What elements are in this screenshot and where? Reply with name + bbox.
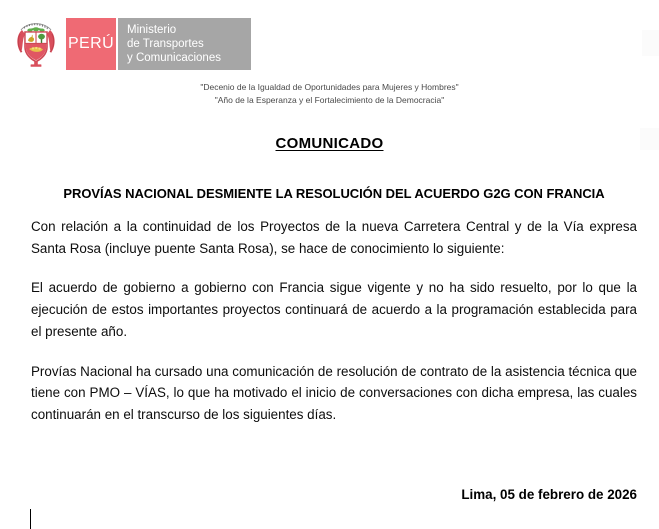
ministry-line-2: de Transportes: [127, 37, 204, 50]
peru-brand-block: [66, 18, 116, 70]
letterhead: [14, 18, 251, 70]
epigraph: [0, 81, 659, 107]
paragraph: Provías Nacional ha cursado una comunicación de resolución de contrato de la asistencia técnica que tiene con PMO – VÍAS, lo que ha motivado el inicio de conversaciones con dicha empresa, las cuales continuarán en el transcurso de los siguientes días.: [31, 363, 637, 422]
peru-label: PERÚ: [67, 35, 115, 52]
ministry-brand-block: [116, 18, 251, 70]
page-edge-artifact: [640, 128, 659, 150]
dateline: Lima, 05 de febrero de 2026: [461, 487, 637, 502]
page-edge-artifact: [642, 30, 659, 56]
ministry-line-1: Ministerio: [127, 23, 177, 36]
body-copy: [31, 216, 637, 426]
paragraph: El acuerdo de gobierno a gobierno con Francia sigue vigente y no ha sido resuelto, por lo que la ejecución de estos importantes proyectos continuará de acuerdo a la programación establecida para el presente año.: [31, 280, 637, 339]
paragraph: Con relación a la continuidad de los Proyectos de la nueva Carretera Central y de la Vía expresa Santa Rosa (incluye puente Santa Rosa), se hace de conocimiento lo siguiente:: [31, 219, 637, 256]
page-title: COMUNICADO: [275, 135, 384, 152]
text-cursor: [30, 509, 31, 529]
headline: PROVÍAS NACIONAL DESMIENTE LA RESOLUCIÓN DEL ACUERDO G2G CON FRANCIA: [63, 186, 605, 201]
epigraph-line-2: "Año de la Esperanza y el Fortalecimiento de la Democracia": [214, 94, 445, 105]
ministry-line-3: y Comunicaciones: [127, 52, 221, 64]
epigraph-line-1: "Decenio de la Igualdad de Oportunidades para Mujeres y Hombres": [200, 82, 459, 92]
coat-of-arms-icon: [14, 18, 58, 70]
